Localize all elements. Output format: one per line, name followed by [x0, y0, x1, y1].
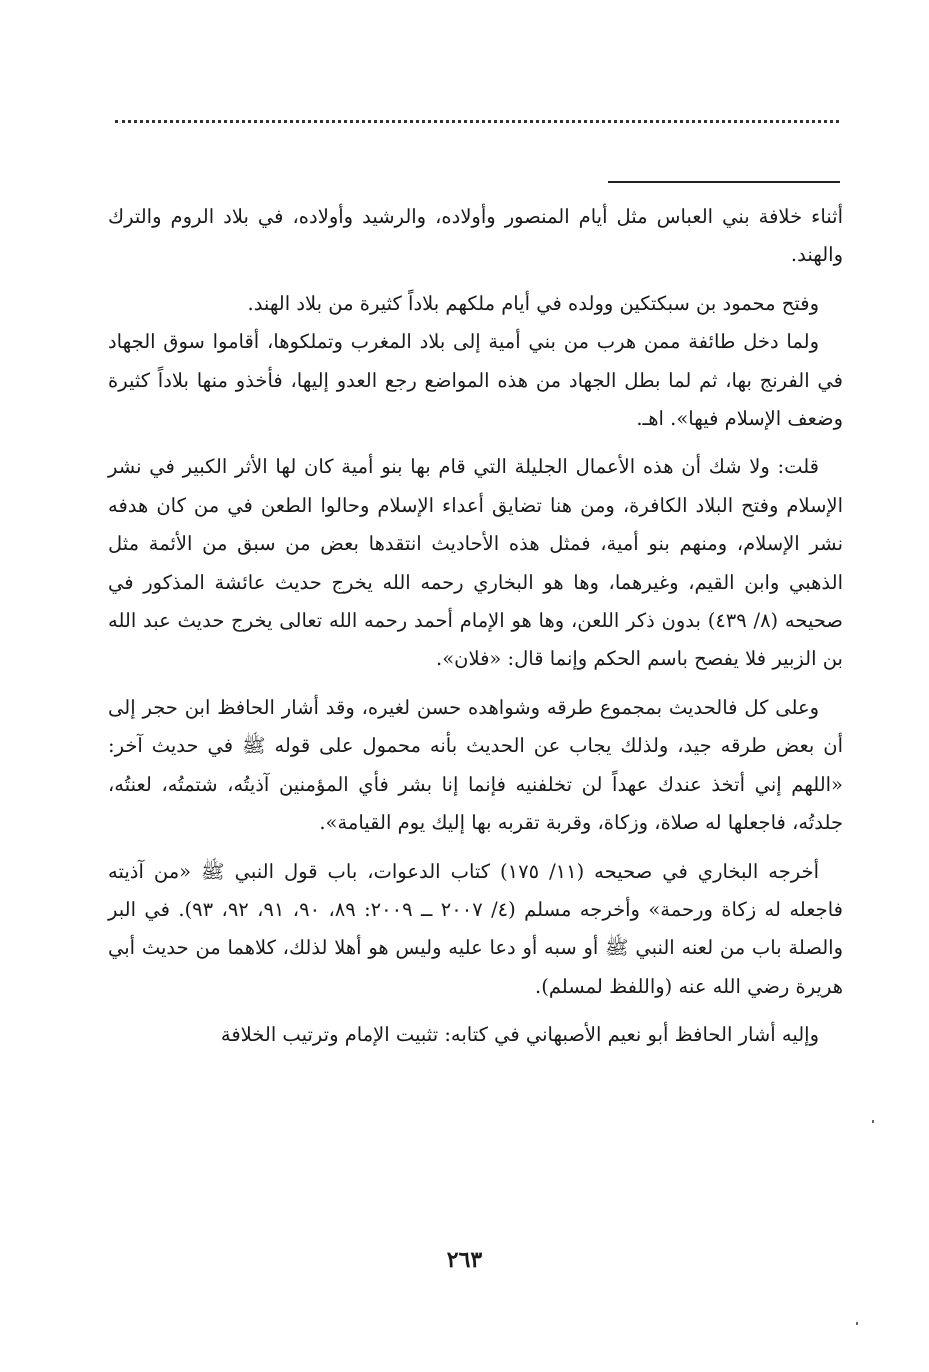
paragraph-2: وفتح محمود بن سبكتكين وولده في أيام ملكهم بلاداً كثيرة من بلاد الهند. — [247, 291, 819, 315]
paragraph-5: وعلى كل فالحديث بمجموع طرقه وشواهده حسن لغيره، وقد أشار الحافظ ابن حجر إلى أن بعض طرقه جيد، ولذلك يجاب عن الحديث بأنه محمول على قوله ﷺ في حديث آخر: «اللهم إني أتخذ عندك عهداً لن تخلفنيه فإنما إنا بشر فأي المؤمنين آذيتُه، شتمتُه، لعنتُه، جلدتُه، فاجعلها له صلاة، وزكاة، وقربة تقربه بها إليك يوم القيامة». — [108, 695, 843, 835]
footnote-separator-rule — [608, 181, 840, 183]
scan-speck — [872, 1120, 874, 1123]
header-dotted-rule — [115, 120, 839, 123]
paragraph-4: قلت: ولا شك أن هذه الأعمال الجليلة التي قام بها بنو أمية كان لها الأثر الكبير في نشر الإسلام وفتح البلاد الكافرة، ومن هنا تضايق أعداء الإسلام وحالوا الطعن في من كان هدفه نشر الإسلام، ومنهم بنو أمية، فمثل هذه الأحاديث انتقدها بعض من سبق من الأئمة مثل الذهبي وابن القيم، وغيرهما، وها هو البخاري رحمه الله يخرج حديث عائشة المذكور في صحيحه (٨/ ٤٣٩) بدون ذكر اللعن، وها هو الإمام أحمد رحمه الله تعالى يخرج حديث عبد الله بن الزبير فلا يفصح باسم الحكم وإنما قال: «فلان». — [108, 455, 843, 671]
paragraph-6: أخرجه البخاري في صحيحه (١١/ ١٧٥) كتاب الدعوات، باب قول النبي ﷺ «من آذيته فاجعله له زكاة ورحمة» وأخرجه مسلم (٤/ ٢٠٠٧ ــ ٢٠٠٩: ٨٩، ٩٠، ٩١، ٩٢، ٩٣). في البر والصلة باب من لعنه النبي ﷺ أو سبه أو دعا عليه وليس هو أهلا لذلك، كلاهما من حديث أبي هريرة رضي الله عنه (واللفظ لمسلم). — [108, 859, 843, 998]
paragraph-3: ولما دخل طائفة ممن هرب من بني أمية إلى بلاد المغرب وتملكوها، أقاموا سوق الجهاد في الفرنج بها، ثم لما بطل الجهاد من هذه المواضع رجع العدو إليها، فأخذو منها بلاداً كثيرة وضعف الإسلام فيها». اهـ. — [108, 330, 843, 431]
scan-speck — [856, 1322, 858, 1325]
paragraph-7: وإليه أشار الحافظ أبو نعيم الأصبهاني في كتابه: تثبيت الإمام وترتيب الخلافة — [220, 1023, 819, 1047]
footnote-text-block — [108, 198, 843, 1055]
paragraph-1: أثناء خلافة بني العباس مثل أيام المنصور وأولاده، والرشيد وأولاده، في بلاد الروم والترك والهند. — [108, 205, 843, 267]
page-number: ٢٦٣ — [446, 1247, 483, 1273]
